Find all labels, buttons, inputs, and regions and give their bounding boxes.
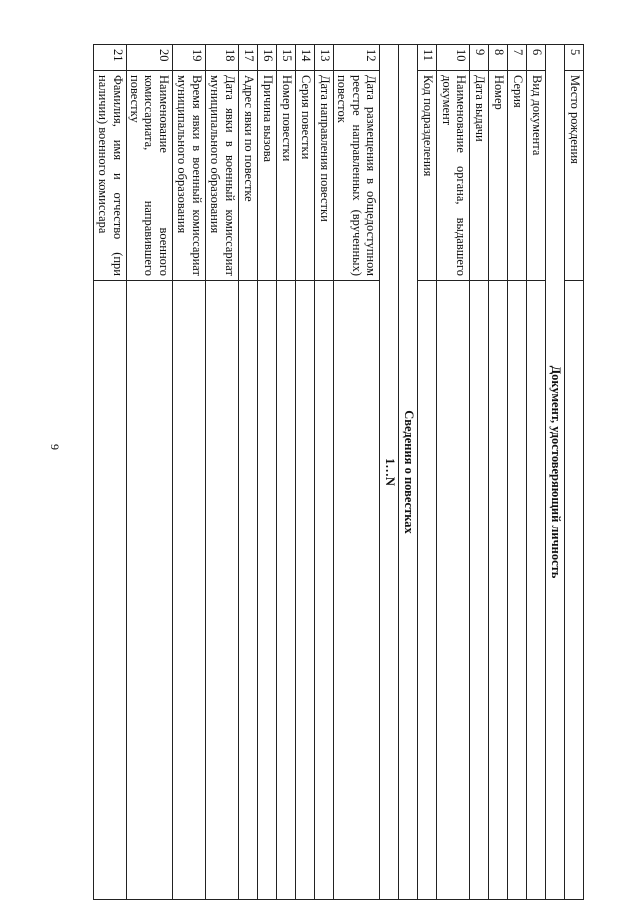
field-value: [565, 281, 584, 900]
field-value: [276, 281, 295, 900]
section-header-row: [399, 45, 418, 900]
section-header-row: [546, 45, 565, 900]
table-row: [295, 45, 314, 900]
field-name: Наименование военного комиссариата, направившего повестку: [126, 71, 172, 281]
field-name: Адрес явки по повестке: [238, 71, 257, 281]
table-row: [470, 45, 489, 900]
row-number: 15: [276, 45, 295, 71]
field-name: Дата размещения в общедоступном реестре направленных (врученных) повесток: [333, 71, 379, 281]
row-number: 17: [238, 45, 257, 71]
row-number: 20: [126, 45, 172, 71]
row-number: 10: [437, 45, 470, 71]
field-value: [314, 281, 333, 900]
field-name: Место рождения: [565, 71, 584, 281]
field-value: [93, 281, 126, 900]
field-name: Серия: [508, 71, 527, 281]
row-number: 6: [527, 45, 546, 71]
row-number: 14: [295, 45, 314, 71]
page-number: 9: [48, 444, 62, 450]
table-row: [172, 45, 205, 900]
field-name: Вид документа: [527, 71, 546, 281]
table-row: [238, 45, 257, 900]
field-value: [126, 281, 172, 900]
field-name: Дата явки в военный комиссариат муниципального образования: [205, 71, 238, 281]
section-range-row: [380, 45, 399, 900]
row-number: 13: [314, 45, 333, 71]
field-value: [205, 281, 238, 900]
field-value: [172, 281, 205, 900]
field-value: [333, 281, 379, 900]
row-number: 8: [489, 45, 508, 71]
document-table-wrapper: [90, 44, 584, 899]
table-row: [314, 45, 333, 900]
field-value: [489, 281, 508, 900]
field-value: [418, 281, 437, 900]
row-number: 5: [565, 45, 584, 71]
section-title-summons: Сведения о повестках: [399, 45, 418, 900]
document-table: [93, 44, 584, 900]
field-name: Наименование органа, выдавшего документ: [437, 71, 470, 281]
section-range-summons: 1…N: [380, 45, 399, 900]
field-value: [238, 281, 257, 900]
field-value: [295, 281, 314, 900]
table-row: [126, 45, 172, 900]
field-name: Номер повестки: [276, 71, 295, 281]
field-value: [508, 281, 527, 900]
section-title-document: Документ, удостоверяющий личность: [546, 45, 565, 900]
field-name: Причина вызова: [257, 71, 276, 281]
field-value: [437, 281, 470, 900]
field-value: [527, 281, 546, 900]
table-row: [437, 45, 470, 900]
table-row: [527, 45, 546, 900]
field-name: Дата выдачи: [470, 71, 489, 281]
field-name: Номер: [489, 71, 508, 281]
table-row: [205, 45, 238, 900]
field-name: Серия повестки: [295, 71, 314, 281]
field-value: [257, 281, 276, 900]
table-row: [257, 45, 276, 900]
row-number: 12: [333, 45, 379, 71]
field-name: Фамилия, имя и отчество (при наличии) военного комиссара: [93, 71, 126, 281]
row-number: 7: [508, 45, 527, 71]
table-row: [489, 45, 508, 900]
table-row: [418, 45, 437, 900]
field-name: Время явки в военный комиссариат муниципального образования: [172, 71, 205, 281]
table-row: [333, 45, 379, 900]
row-number: 18: [205, 45, 238, 71]
table-row: [508, 45, 527, 900]
field-name: Код подразделения: [418, 71, 437, 281]
row-number: 11: [418, 45, 437, 71]
row-number: 16: [257, 45, 276, 71]
table-row: [276, 45, 295, 900]
row-number: 19: [172, 45, 205, 71]
row-number: 9: [470, 45, 489, 71]
row-number: 21: [93, 45, 126, 71]
table-row: [93, 45, 126, 900]
field-value: [470, 281, 489, 900]
field-name: Дата направления повестки: [314, 71, 333, 281]
table-row: [565, 45, 584, 900]
